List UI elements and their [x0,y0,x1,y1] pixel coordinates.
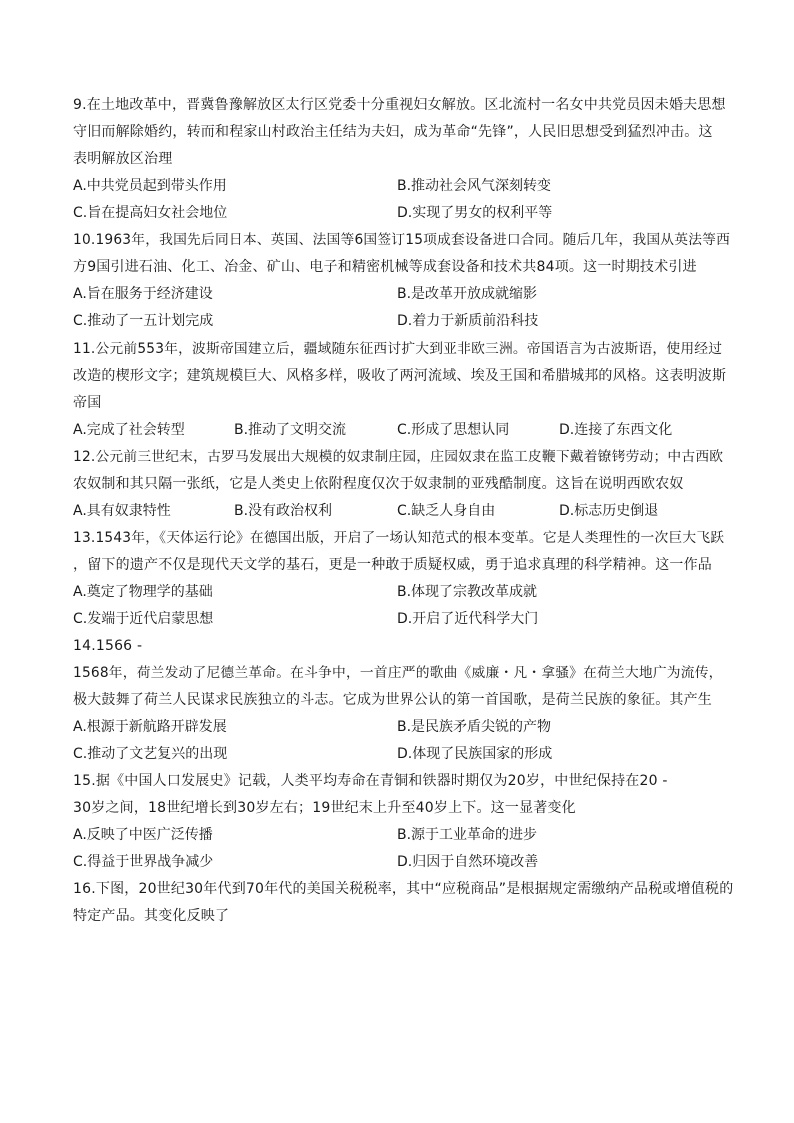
option-d[interactable]: D.实现了男女的权利平等 [397,205,553,221]
option-a[interactable]: A.完成了社会转型 [73,422,185,438]
option-d[interactable]: D.标志历史倒退 [559,503,659,519]
option-d[interactable]: D.开启了近代科学大门 [397,611,539,627]
question-text-line: 改造的楔形文字；建筑规模巨大、风格多样，吸收了两河流域、埃及王国和希腊城邦的风格。这表明波斯 [73,368,727,384]
option-c[interactable]: C.得益于世界战争减少 [73,854,214,870]
option-d[interactable]: D.连接了东西文化 [559,422,673,438]
question-text-line: 表明解放区治理 [73,151,173,167]
option-c[interactable]: C.旨在提高妇女社会地位 [73,205,228,221]
question-text-line: 14.1566 - [73,638,143,654]
option-a[interactable]: A.奠定了物理学的基础 [73,584,213,600]
question-text-line: 15.据《中国人口发展史》记载，人类平均寿命在青铜和铁器时期仅为20岁，中世纪保持在20 - [73,773,668,789]
question-text-line: 30岁之间，18世纪增长到30岁左右；19世纪末上升至40岁上下。这一显著变化 [73,800,576,816]
option-d[interactable]: D.归因于自然环境改善 [397,854,539,870]
question-text-line: 守旧而解除婚约，转而和程家山村政治主任结为夫妇，成为革命“先锋”，人民旧思想受到猛烈冲击。这 [73,124,713,140]
option-b[interactable]: B.没有政治权利 [234,503,333,519]
option-c[interactable]: C.推动了文艺复兴的出现 [73,746,228,762]
option-b[interactable]: B.推动社会风气深刻转变 [397,178,552,194]
option-b[interactable]: B.是改革开放成就缩影 [397,286,538,302]
question-text-line: ，留下的遗产不仅是现代天文学的基石，更是一种敢于质疑权威，勇于追求真理的科学精神。这一作品 [73,557,712,573]
option-a[interactable]: A.反映了中医广泛传播 [73,827,213,843]
option-c[interactable]: C.形成了思想认同 [397,422,510,438]
question-text-line: 农奴制和其只隔一张纸，它是人类史上依附程度仅次于奴隶制的亚残酷制度。这旨在说明西欧农奴 [73,476,684,492]
question-text-line: 极大鼓舞了荷兰人民谋求民族独立的斗志。它成为世界公认的第一首国歌，是荷兰民族的象征。其产生 [73,692,712,708]
option-b[interactable]: B.源于工业革命的进步 [397,827,538,843]
option-b[interactable]: B.体现了宗教改革成就 [397,584,538,600]
option-b[interactable]: B.是民族矛盾尖锐的产物 [397,719,552,735]
option-a[interactable]: A.具有奴隶特性 [73,503,171,519]
question-text-line: 12.公元前三世纪末，古罗马发展出大规模的奴隶制庄园，庄园奴隶在监工皮鞭下戴着镣铐劳动；中古西欧 [73,449,724,465]
option-d[interactable]: D.着力于新质前沿科技 [397,313,539,329]
option-c[interactable]: C.发端于近代启蒙思想 [73,611,214,627]
option-c[interactable]: C.缺乏人身自由 [397,503,496,519]
option-a[interactable]: A.中共党员起到带头作用 [73,178,227,194]
question-text-line: 1568年，荷兰发动了尼德兰革命。在斗争中，一首庄严的歌曲《威廉・凡・拿骚》在荷兰大地广为流传， [73,665,723,681]
question-text-line: 11.公元前553年，波斯帝国建立后，疆域随东征西讨扩大到亚非欧三洲。帝国语言为古波斯语，使用经过 [73,341,723,357]
question-text-line: 16.下图，20世纪30年代到70年代的美国关税税率，其中“应税商品”是根据规定需缴纳产品税或增值税的 [73,881,734,897]
question-text-line: 9.在土地改革中，晋冀鲁豫解放区太行区党委十分重视妇女解放。区北流村一名女中共党员因未婚夫思想 [73,97,726,113]
question-text-line: 13.1543年，《天体运行论》在德国出版，开启了一场认知范式的根本变革。它是人类理性的一次巨大飞跃 [73,530,725,546]
option-d[interactable]: D.体现了民族国家的形成 [397,746,553,762]
option-a[interactable]: A.根源于新航路开辟发展 [73,719,227,735]
question-text-line: 帝国 [73,395,102,411]
option-a[interactable]: A.旨在服务于经济建设 [73,286,213,302]
option-b[interactable]: B.推动了文明交流 [234,422,347,438]
question-text-line: 10.1963年，我国先后同日本、英国、法国等6国签订15项成套设备进口合同。随后几年，我国从英法等西 [73,232,731,248]
option-c[interactable]: C.推动了一五计划完成 [73,313,214,329]
question-text-line: 特定产品。其变化反映了 [73,908,230,924]
question-text-line: 方9国引进石油、化工、冶金、矿山、电子和精密机械等成套设备和技术共84项。这一时期技术引进 [73,259,697,275]
